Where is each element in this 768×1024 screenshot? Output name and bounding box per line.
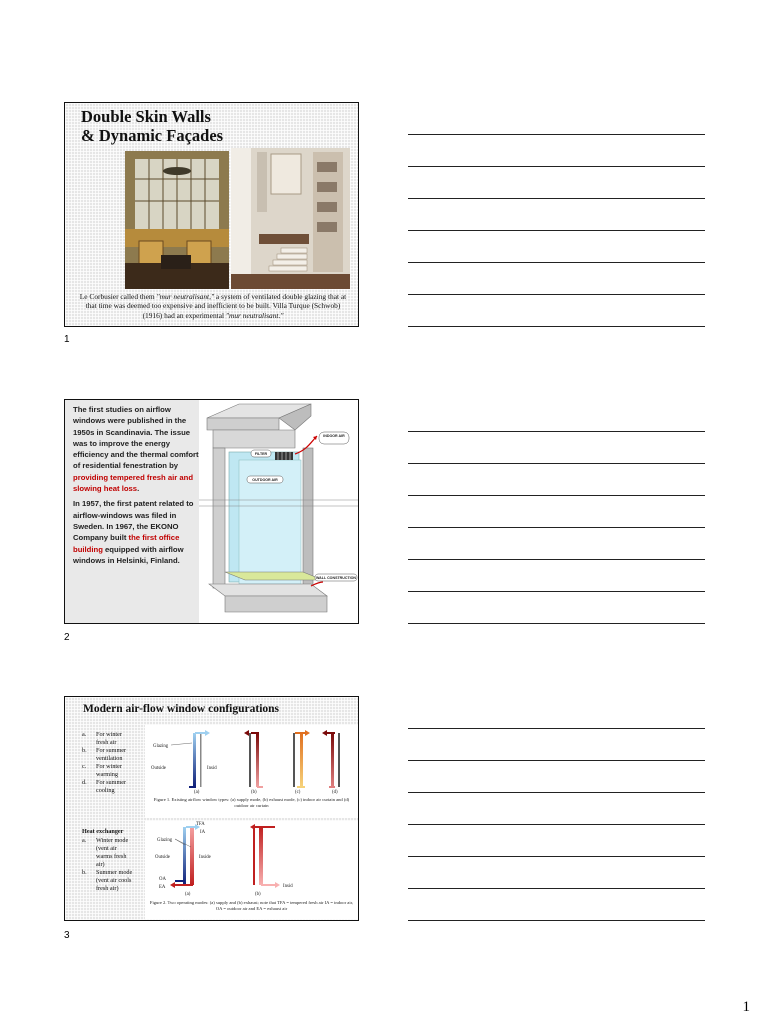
- note-line: [408, 623, 705, 624]
- figure-1-caption: Figure 1. Existing airflow window types: (a) supply mode, (b) exhaust mode, (c) indoor air curtain and (d) outdoor air curtain: [153, 797, 350, 808]
- fig1-inside-label: Insid: [207, 766, 217, 771]
- note-line: [408, 527, 705, 528]
- fig2-sub-b: (b): [255, 892, 261, 897]
- note-line: [408, 760, 705, 761]
- note-line: [408, 495, 705, 496]
- fig2-oa-label: OA: [159, 877, 166, 882]
- fig1-sub-a: (a): [194, 790, 200, 795]
- list-item: a. For winter fresh air: [82, 731, 122, 746]
- list-item: a. Winter mode (vent air warms fresh air): [82, 837, 129, 868]
- villa-hall-illustration: [231, 148, 350, 289]
- label-indoor-air: INDOOR AIR: [323, 434, 345, 438]
- slide-number-2: 2: [64, 632, 70, 643]
- fig1-sub-c: (c): [295, 790, 301, 795]
- list-item: b. For summer ventilation: [82, 747, 127, 762]
- slide-3-title: Modern air-flow window configurations: [83, 703, 280, 715]
- airflow-window-illustration: [199, 400, 359, 624]
- note-line: [408, 166, 705, 167]
- fig2-tfa-label: TFA: [196, 822, 205, 827]
- villa-hall-photo-right: [231, 148, 350, 289]
- fig2-glazing-label: Glazing: [157, 838, 173, 843]
- fig1-sub-d: (d): [332, 790, 338, 795]
- slide-1-title: Double Skin Walls & Dynamic Façades: [81, 107, 224, 145]
- slide-number-1: 1: [64, 334, 70, 345]
- airflow-window-diagram: [199, 400, 359, 624]
- fig1-outside-label: Outside: [151, 766, 166, 771]
- note-line: [408, 920, 705, 921]
- note-line: [408, 294, 705, 295]
- slide-2-paragraph-1: The first studies on airflow windows were published in the 1950s in Scandinavia. The issue was to improve the energy efficiency and the thermal comfort of residential fenestration by providing tempered fresh air and slowing heat loss.: [73, 405, 199, 494]
- note-line: [408, 431, 705, 432]
- list-item: d. For summer cooling: [82, 779, 127, 794]
- fig2-inside-label: Inside: [199, 855, 211, 860]
- figure-1: [145, 725, 358, 818]
- label-wall-construction: WALL CONSTRUCTION: [315, 576, 357, 580]
- slide-1: [64, 102, 359, 327]
- heat-exchanger-heading: Heat exchanger: [82, 828, 124, 835]
- note-line: [408, 463, 705, 464]
- fig2-sub-a: (a): [185, 892, 191, 897]
- fig2-outside-label: Outside: [155, 855, 170, 860]
- airflow-types-list: [82, 731, 144, 795]
- villa-interior-photo-left: [125, 151, 229, 289]
- fig1-glazing-label: Glazing: [153, 744, 169, 749]
- figure-2: [145, 821, 358, 919]
- note-line: [408, 198, 705, 199]
- figure-2-diagram: [145, 821, 358, 897]
- list-item: c. For winter warming: [82, 763, 122, 778]
- label-outdoor-air: OUTDOOR AIR: [252, 478, 278, 482]
- villa-interior-illustration: [125, 151, 229, 289]
- note-line: [408, 856, 705, 857]
- list-item: b. Summer mode (vent air cools fresh air): [82, 869, 133, 892]
- fig2-ia-label: IA: [200, 830, 206, 835]
- figure-2-caption: Figure 2. Two operating modes: (a) supply and (b) exhaust; note that TFA = tempered fresh air IA = indoor air, OA = outdoor air and EA = exhaust air: [149, 900, 354, 911]
- note-line: [408, 134, 705, 135]
- slide-1-caption: Le Corbusier called them "mur neutralisant," a system of ventilated double glazing that at that time was deemed too expensive and inefficient to be built. Villa Turque (Schwob) (1916) had an experimental "mur neutralisant.": [79, 292, 347, 320]
- note-line: [408, 728, 705, 729]
- slide-2-text: [73, 404, 199, 570]
- heat-exchanger-list: [82, 828, 144, 893]
- note-line: [408, 792, 705, 793]
- note-line: [408, 230, 705, 231]
- slide-3: [64, 696, 359, 921]
- fig1-sub-b: (b): [251, 790, 257, 795]
- slide-2: [64, 399, 359, 624]
- figure-1-diagram: [145, 725, 358, 795]
- note-line: [408, 262, 705, 263]
- slide-2-paragraph-2: In 1957, the first patent related to airflow-windows was filed in Sweden. In 1967, the EKONO Company built the first office building equipped with airflow windows in Helsinki, Finland.: [73, 499, 194, 565]
- label-filter: FILTER: [254, 452, 268, 456]
- fig2-insid-label: Insid: [283, 884, 293, 889]
- note-line: [408, 824, 705, 825]
- note-line: [408, 326, 705, 327]
- note-line: [408, 888, 705, 889]
- page-number: 1: [742, 999, 750, 1015]
- slide-number-3: 3: [64, 930, 70, 941]
- note-line: [408, 559, 705, 560]
- fig2-ea-label: EA: [159, 885, 166, 890]
- note-line: [408, 591, 705, 592]
